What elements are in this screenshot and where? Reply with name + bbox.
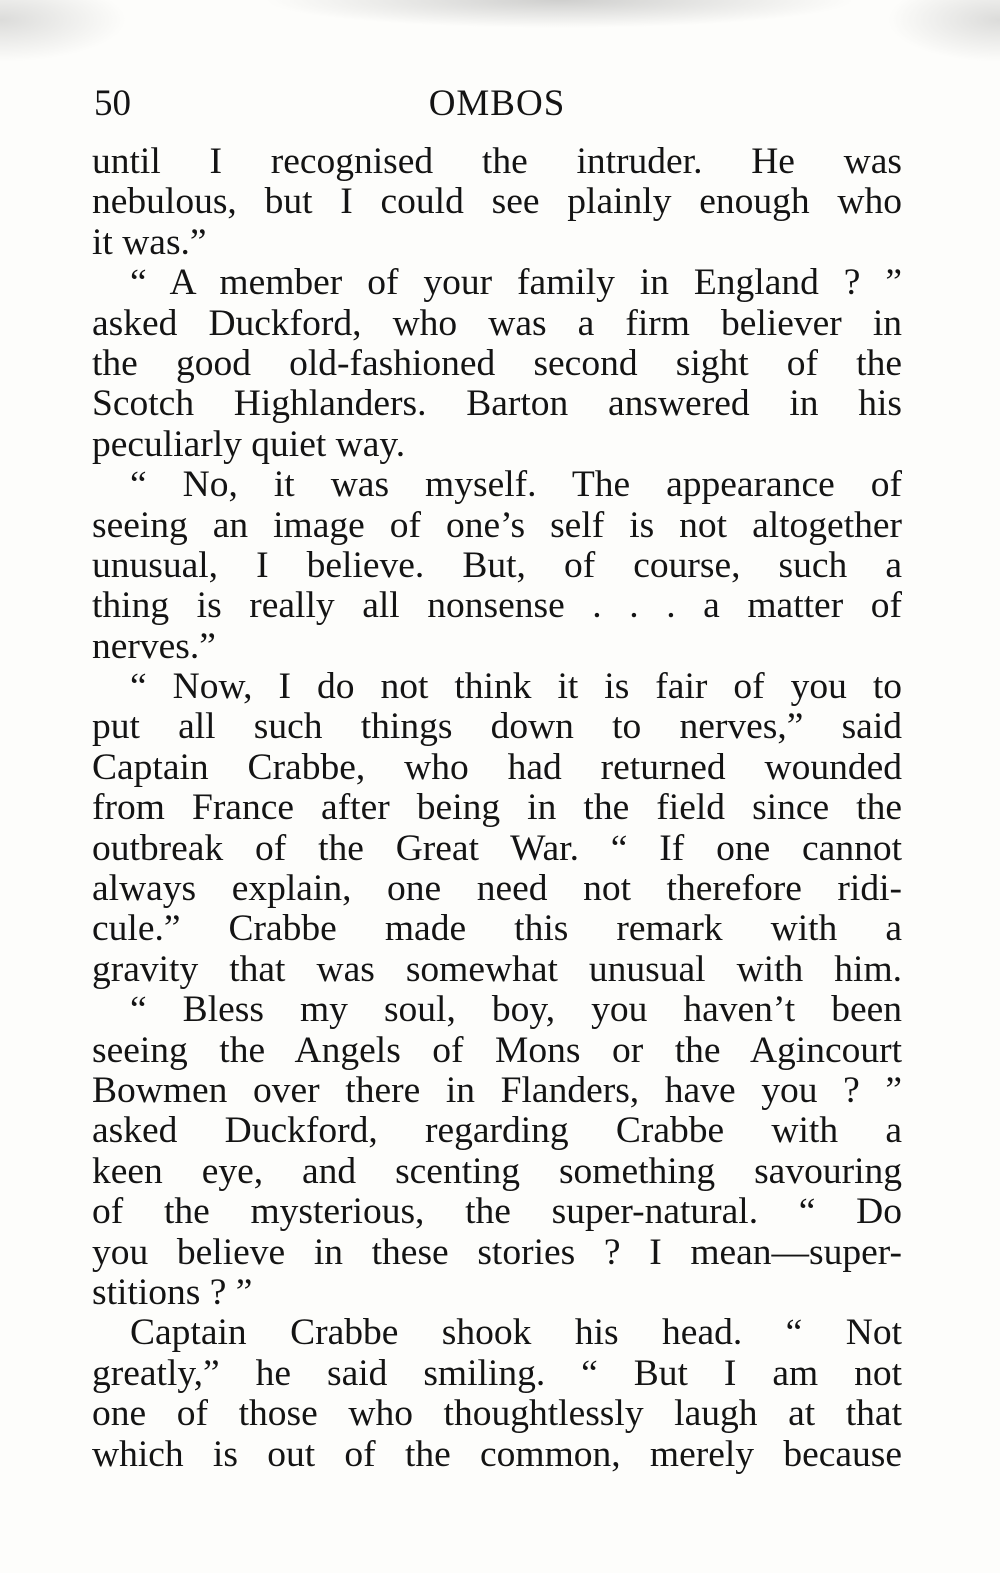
text-line: asked Duckford, regarding Crabbe with a [92, 1110, 902, 1152]
text-line: greatly,” he said smiling. “ But I am not [92, 1352, 902, 1394]
page-header [92, 80, 902, 142]
text-line: of the mysterious, the super-natural. “ Do [92, 1191, 902, 1233]
text-line: nerves.” [92, 625, 216, 667]
text-line: “ No, it was myself. The appearance of [130, 464, 902, 506]
text-line: asked Duckford, who was a firm believer in [92, 302, 902, 344]
text-line: “ Now, I do not think it is fair of you to [130, 666, 902, 708]
text-line: from France after being in the field since the [92, 787, 902, 829]
text-line: unusual, I believe. But, of course, such a [92, 544, 902, 586]
text-line: outbreak of the Great War. “ If one cannot [92, 827, 902, 869]
text-line: stitions ? ” [92, 1271, 253, 1313]
page-number: 50 [94, 83, 131, 124]
text-line: nebulous, but I could see plainly enough who [92, 181, 902, 223]
text-line: until I recognised the intruder. He was [92, 141, 902, 182]
running-title: OMBOS [428, 83, 566, 124]
text-line: “ A member of your family in England ? ” [130, 262, 902, 304]
text-line: keen eye, and scenting something savouring [92, 1150, 902, 1192]
page-top-smudge [0, 0, 1000, 70]
text-line: you believe in these stories ? I mean—super- [92, 1231, 902, 1273]
text-line: Scotch Highlanders. Barton answered in his [92, 383, 902, 425]
text-line: seeing the Angels of Mons or the Agincourt [92, 1029, 902, 1071]
text-line: which is out of the common, merely because [92, 1433, 902, 1475]
book-page [92, 80, 902, 1475]
text-line: put all such things down to nerves,” said [92, 706, 902, 748]
text-line: Captain Crabbe, who had returned wounded [92, 746, 902, 788]
text-line: Captain Crabbe shook his head. “ Not [130, 1312, 902, 1354]
text-line: it was.” [92, 221, 207, 263]
text-line: the good old-fashioned second sight of the [92, 342, 902, 384]
text-line: cule.” Crabbe made this remark with a [92, 908, 902, 950]
text-line: peculiarly quiet way. [92, 423, 406, 465]
text-line: one of those who thoughtlessly laugh at that [92, 1393, 902, 1435]
text-line: always explain, one need not therefore ridi- [92, 868, 902, 910]
text-line: thing is really all nonsense . . . a matter of [92, 585, 902, 627]
body-text [92, 142, 902, 1475]
text-line: seeing an image of one’s self is not altogether [92, 504, 902, 546]
text-line: “ Bless my soul, boy, you haven’t been [130, 989, 902, 1031]
text-line: gravity that was somewhat unusual with him. [92, 948, 902, 990]
text-line: Bowmen over there in Flanders, have you ? ” [92, 1069, 902, 1111]
